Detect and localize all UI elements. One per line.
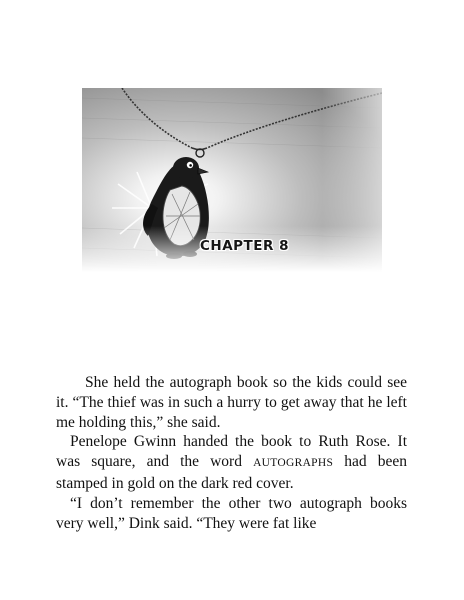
body-text (56, 373, 407, 533)
paragraph-text: Penelope Gwinn handed the book to Ruth Rose. It was square, and the word (56, 433, 407, 471)
chapter-title: CHAPTER 8 (200, 238, 289, 254)
paragraph: She held the autograph book so the kids could see it. “The thief was in such a hurry to get away that he left me holding this,” she said. (56, 374, 407, 431)
paragraph-text: had been stamped in gold on the dark red cover. (56, 453, 407, 492)
paragraph: “I don’t remember the other two autograph books very well,” Dink said. “They were fat like (56, 494, 407, 532)
small-caps-word: AUTOGRAPHS (253, 457, 334, 470)
paragraph (56, 432, 407, 493)
